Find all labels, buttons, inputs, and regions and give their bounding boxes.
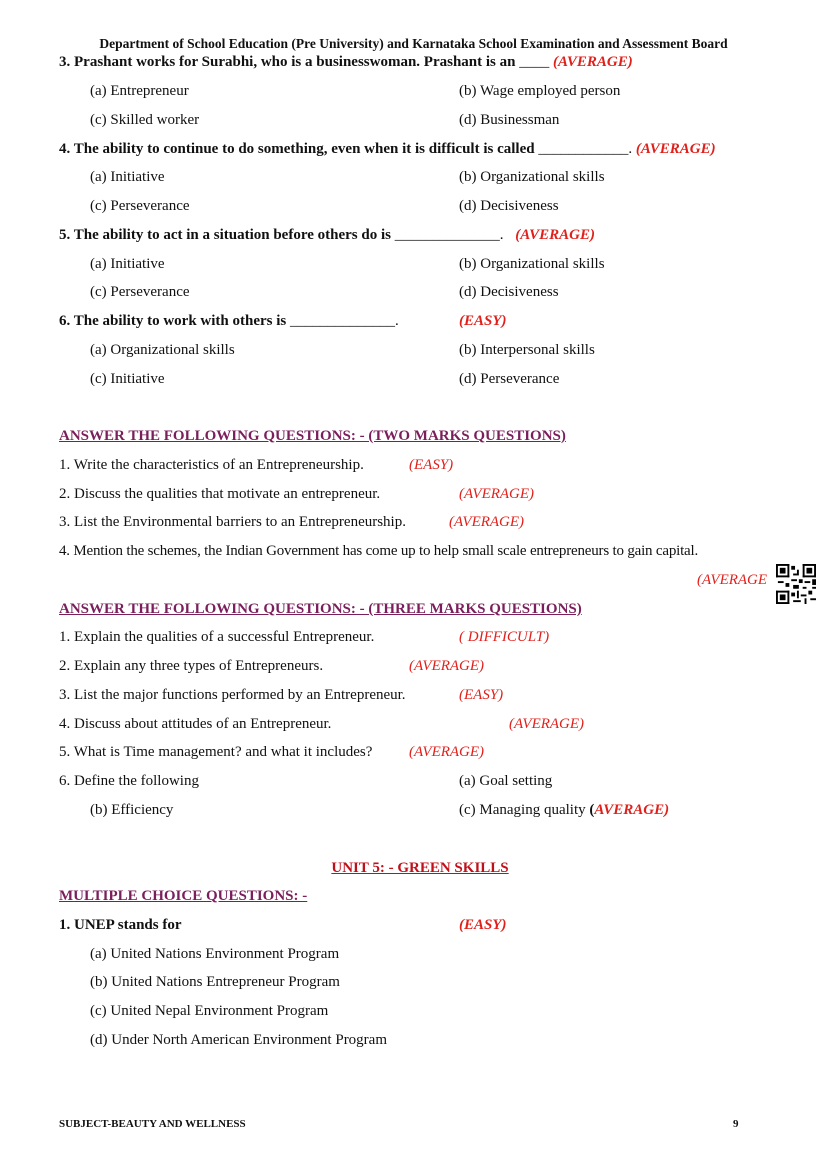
difficulty-label: (EASY) [459,917,507,933]
unit5-question-1: 1. UNEP stands for [59,917,182,933]
qr-code-icon [776,564,816,604]
difficulty-label: (AVERAGE) [552,54,633,70]
difficulty-label: (AVERAGE) [515,227,595,243]
option-b: (b) Organizational skills [459,169,605,185]
paren: ( [589,802,595,818]
option-c: (c) Skilled worker [90,112,200,128]
footer-subject: SUBJECT-BEAUTY AND WELLNESS [59,1118,246,1130]
option-b: (b) United Nations Entrepreneur Program [90,974,340,990]
difficulty-label: (AVERAGE) [509,716,585,732]
question-number: 3. [59,54,71,70]
option-a: (a) Organizational skills [90,342,235,358]
page-number: 9 [733,1118,739,1130]
option-b: (b) Interpersonal skills [459,342,595,358]
question-text: The ability to act in a situation before others do is [73,227,391,243]
three-marks-item-3: 3. List the major functions performed by an Entrepreneur. [59,687,406,703]
difficulty-label: (AVERAGE) [635,141,716,157]
three-marks-heading: ANSWER THE FOLLOWING QUESTIONS: - (THREE MARKS QUESTIONS) [59,601,582,617]
option-c: (c) Initiative [90,371,165,387]
option-d: (d) Businessman [459,112,560,128]
option-c: (c) Perseverance [90,198,190,214]
option-c: (c) Perseverance [90,284,190,300]
option-a: (a) Initiative [90,256,165,272]
page-header: Department of School Education (Pre University) and Karnataka School Examination and Assessment Board [99,36,728,51]
answer-blank: ____ [519,54,550,70]
question-number: 6. [59,313,71,329]
mcq-question-3 [59,54,633,71]
two-marks-item-4: 4. Mention the schemes, the Indian Government has come up to help small scale entrepreneurs to gain capital. [59,543,699,559]
difficulty-label: (EASY) [409,457,454,473]
option-c: (c) United Nepal Environment Program [90,1003,329,1019]
option-a: (a) United Nations Environment Program [90,946,340,962]
option-a: (a) Entrepreneur [90,83,189,99]
option-d: (d) Perseverance [459,371,560,387]
question-text: The ability to work with others is [73,313,287,329]
option-d: (d) Decisiveness [459,284,559,300]
answer-blank: ______________. [394,227,504,243]
difficulty-label: (EASY) [459,313,507,329]
difficulty-label: ( DIFFICULT) [459,629,550,645]
two-marks-heading: ANSWER THE FOLLOWING QUESTIONS: - (TWO MARKS QUESTIONS) [59,428,566,444]
two-marks-item-1: 1. Write the characteristics of an Entrepreneurship. [59,457,364,473]
three-marks-item-6: 6. Define the following [59,773,199,789]
mcq-question-4 [59,141,716,158]
difficulty-label: (AVERAGE) [409,658,485,674]
difficulty-label: (AVERAGE) [459,486,535,502]
question-text: Prashant works for Surabhi, who is a businesswoman. Prashant is an [74,54,516,70]
item6-option-b: (b) Efficiency [90,802,174,818]
option-a: (a) Initiative [90,169,165,185]
option-b: (b) Organizational skills [459,256,605,272]
difficulty-label: (AVERAGE) [409,744,485,760]
option-b: (b) Wage employed person [459,83,621,99]
mcq-question-6 [59,313,399,330]
difficulty-label: (AVERAGE) [449,514,525,530]
difficulty-label: AVERAGE) [594,802,670,818]
answer-blank: ____________. [538,141,633,157]
three-marks-item-1: 1. Explain the qualities of a successful Entrepreneur. [59,629,375,645]
option-text: (c) Managing quality [459,802,586,818]
question-number: 5. [59,227,71,243]
three-marks-item-5: 5. What is Time management? and what it includes? [59,744,373,760]
three-marks-item-2: 2. Explain any three types of Entrepreneurs. [59,658,324,674]
option-d: (d) Decisiveness [459,198,559,214]
question-number: 4. [59,141,71,157]
two-marks-item-3: 3. List the Environmental barriers to an Entrepreneurship. [59,514,406,530]
difficulty-label: (EASY) [459,687,504,703]
option-d: (d) Under North American Environment Program [90,1032,388,1048]
three-marks-item-4: 4. Discuss about attitudes of an Entrepreneur. [59,716,332,732]
answer-blank: ______________. [290,313,399,329]
mcq-question-5 [59,227,595,244]
question-text: The ability to continue to do something, even when it is difficult is called [73,141,535,157]
difficulty-label: (AVERAGE [697,572,768,588]
item6-option-c [459,802,669,819]
item6-option-a: (a) Goal setting [459,773,553,789]
unit-title: UNIT 5: - GREEN SKILLS [331,860,509,876]
two-marks-item-2: 2. Discuss the qualities that motivate an entrepreneur. [59,486,381,502]
mcq-heading: MULTIPLE CHOICE QUESTIONS: - [59,888,308,904]
